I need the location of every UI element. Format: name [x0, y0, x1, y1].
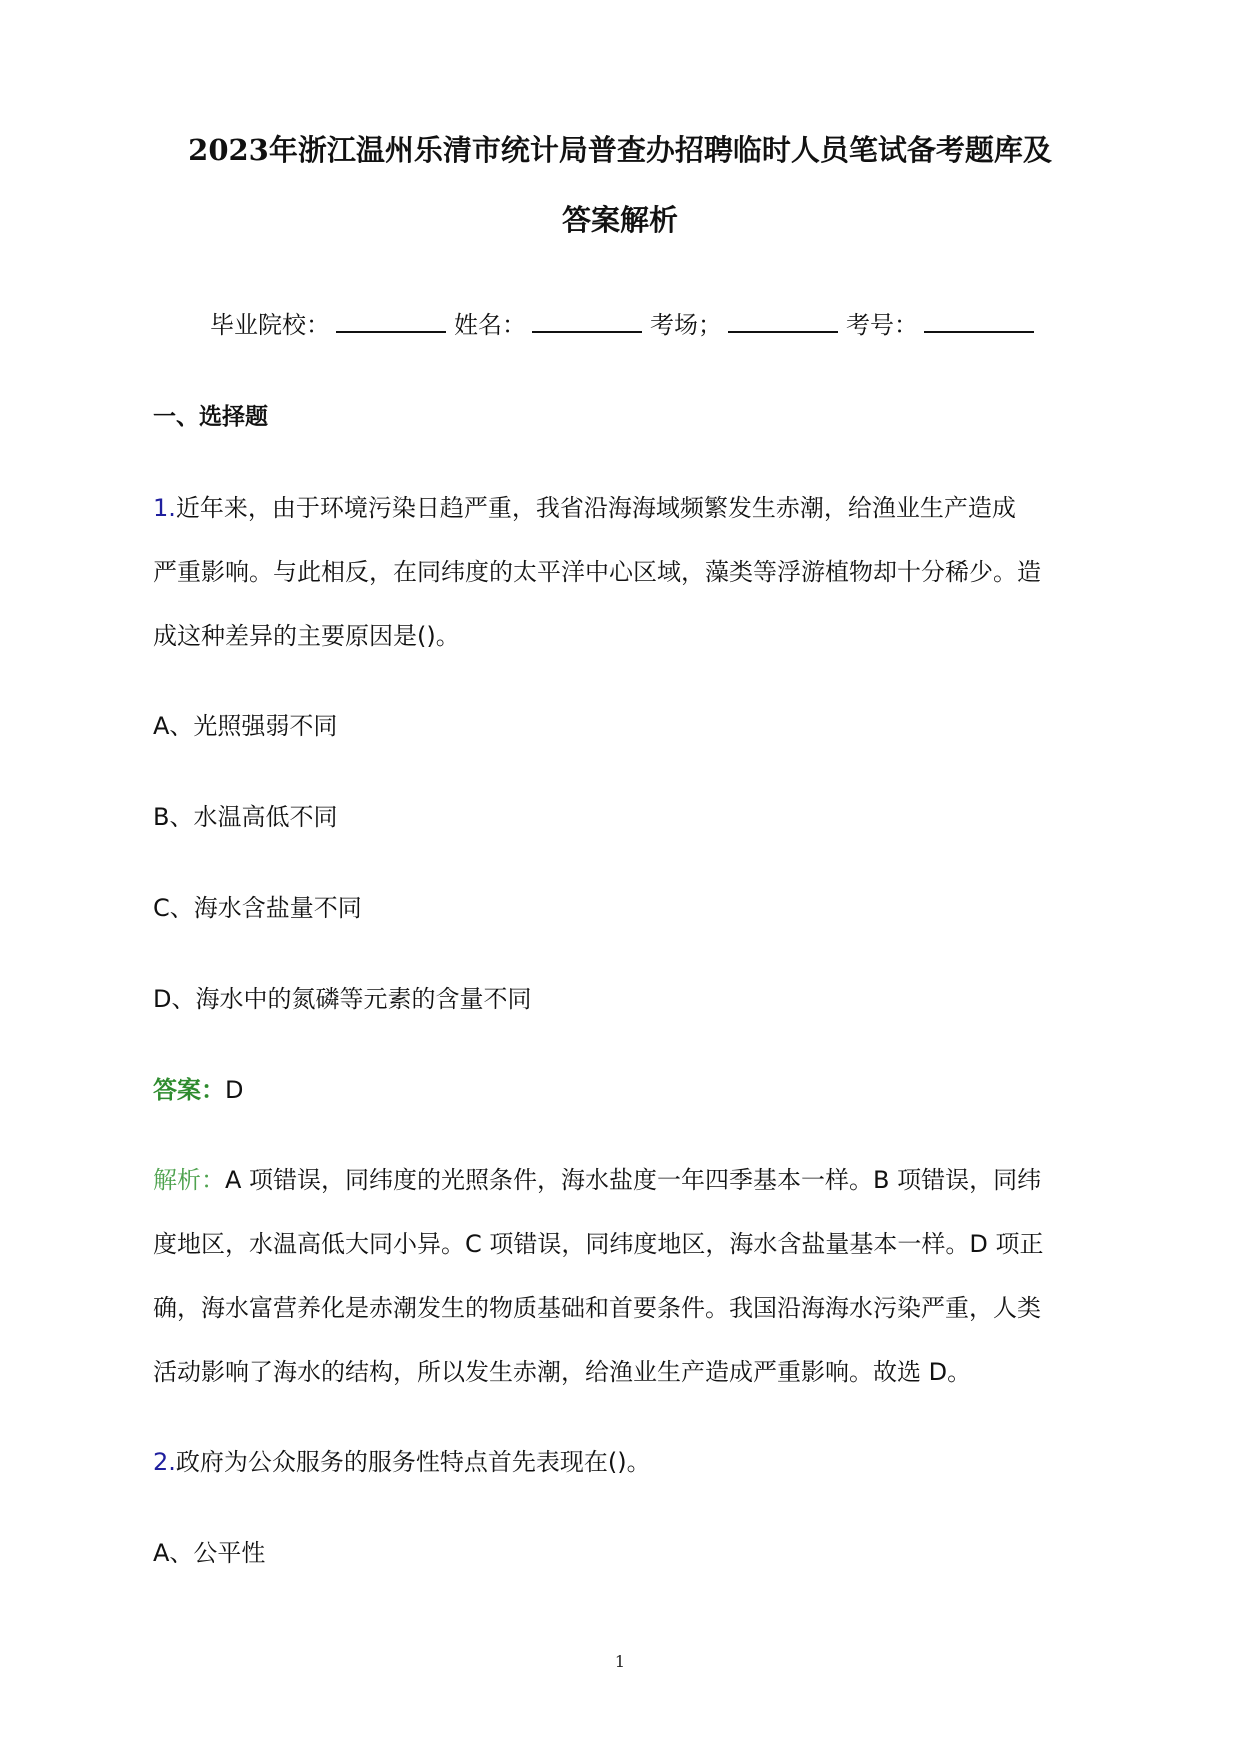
analysis-label: 解析： — [153, 1166, 225, 1194]
question-1-stem-line-1 — [153, 488, 1016, 523]
analysis-text: A 项错误，同纬度的光照条件，海水盐度一年四季基本一样。B 项错误，同纬 — [225, 1166, 1042, 1194]
question-1-answer — [153, 1070, 243, 1105]
question-number-suffix: . — [168, 494, 176, 522]
question-1-analysis-line-2: 度地区，水温高低大同小异。C 项错误，同纬度地区，海水含盐量基本一样。D 项正 — [153, 1230, 1044, 1258]
exam-info-row — [210, 305, 1042, 340]
question-stem-text: 近年来，由于环境污染日趋严重，我省沿海海域频繁发生赤潮，给渔业生产造成 — [175, 494, 1016, 522]
exam-number-label: 考号： — [846, 311, 918, 339]
exam-room-blank — [728, 309, 838, 333]
page-number: 1 — [614, 1652, 626, 1671]
question-number: 2 — [153, 1448, 169, 1476]
exam-room-label: 考场； — [650, 311, 722, 339]
school-blank — [336, 309, 446, 333]
name-blank — [532, 309, 642, 333]
question-1-option-a: A、光照强弱不同 — [153, 712, 338, 740]
document-title-line-1: 2023年浙江温州乐清市统计局普查办招聘临时人员笔试备考题库及 — [188, 133, 1052, 167]
document-title-line-2: 答案解析 — [561, 203, 678, 237]
question-1-stem-line-2: 严重影响。与此相反，在同纬度的太平洋中心区域，藻类等浮游植物却十分稀少。造 — [153, 558, 1041, 586]
question-number: 1 — [153, 494, 169, 522]
question-1-analysis-line-4: 活动影响了海水的结构，所以发生赤潮，给渔业生产造成严重影响。故选 D。 — [153, 1358, 972, 1386]
answer-label: 答案： — [153, 1076, 225, 1104]
question-1-analysis-line-1 — [153, 1160, 1041, 1195]
question-1-option-b: B、水温高低不同 — [153, 803, 338, 831]
question-2-stem-line-1 — [153, 1442, 651, 1477]
section-heading: 一、选择题 — [153, 404, 268, 430]
question-1-option-d: D、海水中的氮磷等元素的含量不同 — [153, 985, 532, 1013]
question-2-option-a: A、公平性 — [153, 1539, 266, 1567]
name-label: 姓名： — [454, 311, 526, 339]
school-label: 毕业院校： — [210, 311, 330, 339]
question-1-option-c: C、海水含盐量不同 — [153, 894, 362, 922]
question-number-suffix: . — [168, 1448, 176, 1476]
exam-number-blank — [924, 309, 1034, 333]
answer-value: D — [225, 1076, 244, 1104]
question-stem-text: 政府为公众服务的服务性特点首先表现在()。 — [175, 1448, 651, 1476]
question-1-stem-line-3: 成这种差异的主要原因是()。 — [153, 622, 460, 650]
question-1-analysis-line-3: 确，海水富营养化是赤潮发生的物质基础和首要条件。我国沿海海水污染严重，人类 — [153, 1294, 1041, 1322]
